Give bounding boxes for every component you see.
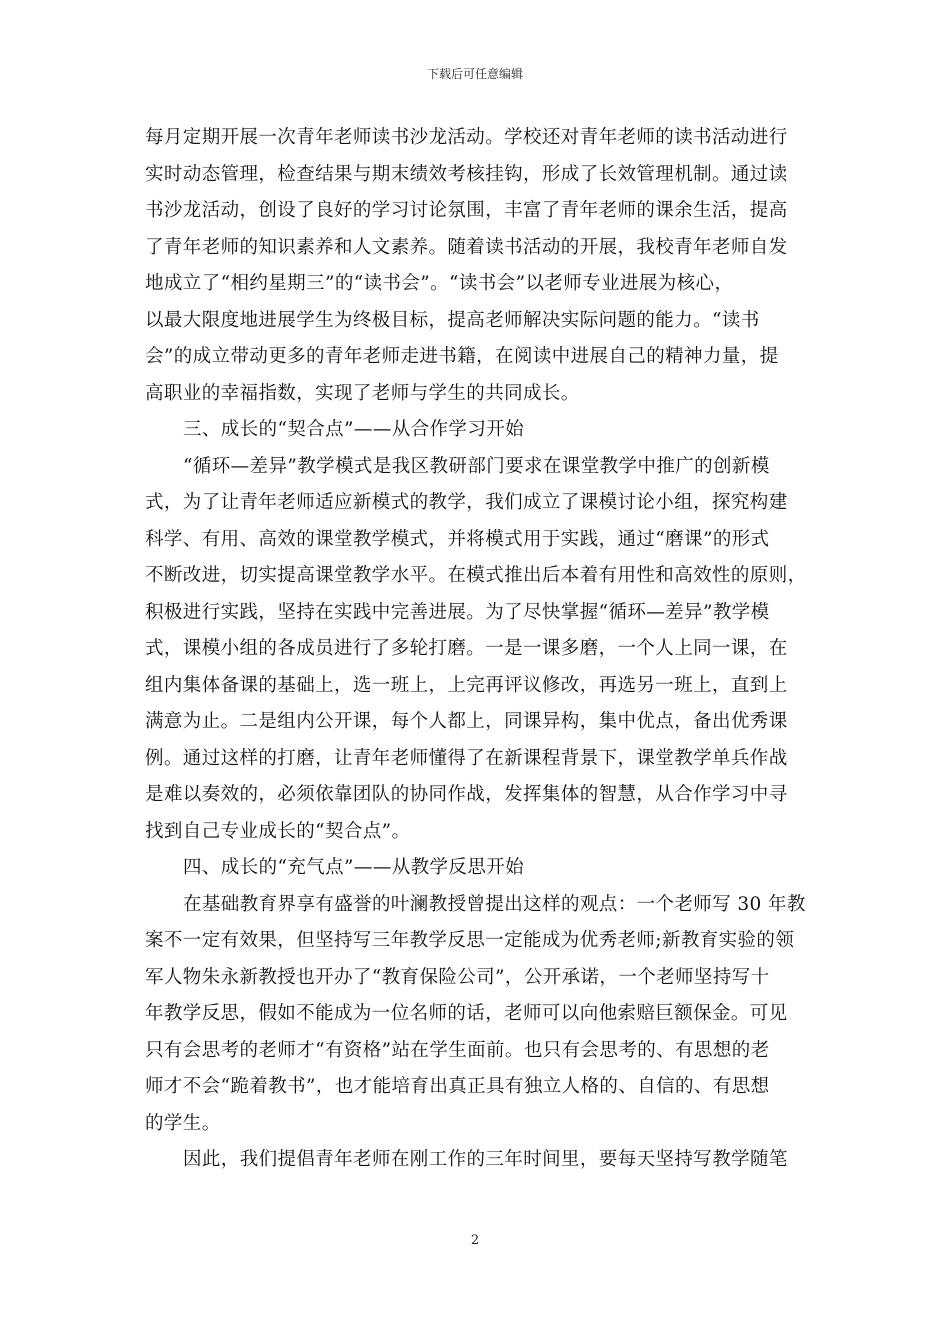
paragraph-line: 案不一定有效果，但坚持写三年教学反思一定能成为优秀老师;新教育实验的领 [145,930,795,951]
paragraph-line: 在基础教育界享有盛誉的叶澜教授曾提出这样的观点：一个老师写 30 年教 [183,893,806,915]
paragraph-line: 高职业的幸福指数，实现了老师与学生的共同成长。 [145,382,580,404]
paragraph-line: 式，为了让青年老师适应新模式的教学，我们成立了课模讨论小组，探究构建 [145,492,788,513]
paragraph-line: 找到自己专业成长的“契合点”。 [145,820,411,842]
paragraph-line: 师才不会“跪着教书”，也才能培育出真正具有独立人格的、自信的、有思想 [145,1076,770,1097]
paragraph-line: 因此，我们提倡青年老师在刚工作的三年时间里，要每天坚持写教学随笔 [183,1149,788,1170]
page-number: 2 [470,1233,480,1248]
paragraph-line: 的学生。 [145,1112,221,1134]
section-heading: 三、成长的“契合点”——从合作学习开始 [183,419,525,440]
paragraph-line: 会”的成立带动更多的青年老师走进书籍，在阅读中进展自己的精神力量，提 [145,346,779,367]
paragraph-line: “循环—差异”教学模式是我区教研部门要求在课堂教学中推广的创新模 [183,455,770,477]
paragraph-line: 例。通过这样的打磨，让青年老师懂得了在新课程背景下，课堂教学单兵作战 [145,747,788,769]
paragraph-line: 军人物朱永新教授也开办了“教育保险公司”，公开承诺，一个老师坚持写十 [145,966,770,988]
paragraph-line: 地成立了“相约星期三”的“读书会”。“读书会”以老师专业进展为核心， [145,273,734,294]
paragraph-line: 不断改进，切实提高课堂教学水平。在模式推出后本着有用性和高效性的原则， [145,565,807,586]
paragraph-line: 是难以奏效的，必须依靠团队的协同作战，发挥集体的智慧，从合作学习中寻 [145,784,788,805]
paragraph-line: 每月定期开展一次青年老师读书沙龙活动。学校还对青年老师的读书活动进行 [145,127,788,148]
section-heading: 四、成长的“充气点”——从教学反思开始 [183,857,525,878]
paragraph-line: 了青年老师的知识素养和人文素养。随着读书活动的开展，我校青年老师自发 [145,236,788,258]
paragraph-line: 积极进行实践，坚持在实践中完善进展。为了尽快掌握“循环—差异”教学模 [145,601,770,623]
paragraph-line: 以最大限度地进展学生为终极目标，提高老师解决实际问题的能力。“读书 [145,309,760,331]
page-header: 下载后可任意编辑 [426,67,523,81]
paragraph-line: 满意为止。二是组内公开课，每个人都上，同课异构，集中优点，备出优秀课 [145,711,788,732]
paragraph-line: 组内集体备课的基础上，选一班上，上完再评议修改，再选另一班上，直到上 [145,674,788,696]
paragraph-line: 年教学反思，假如不能成为一位名师的话，老师可以向他索赔巨额保金。可见 [145,1003,788,1024]
paragraph-line: 式，课模小组的各成员进行了多轮打磨。一是一课多磨，一个人上同一课，在 [145,638,788,659]
paragraph-line: 只有会思考的老师才“有资格”站在学生面前。也只有会思考的、有思想的老 [145,1039,770,1061]
document-body [145,120,807,1179]
paragraph-line: 实时动态管理，检查结果与期末绩效考核挂钩，形成了长效管理机制。通过读 [145,163,788,185]
paragraph-line: 书沙龙活动，创设了良好的学习讨论氛围，丰富了青年老师的课余生活，提高 [145,200,788,221]
paragraph-line: 科学、有用、高效的课堂教学模式，并将模式用于实践，通过“磨课”的形式 [145,528,770,550]
